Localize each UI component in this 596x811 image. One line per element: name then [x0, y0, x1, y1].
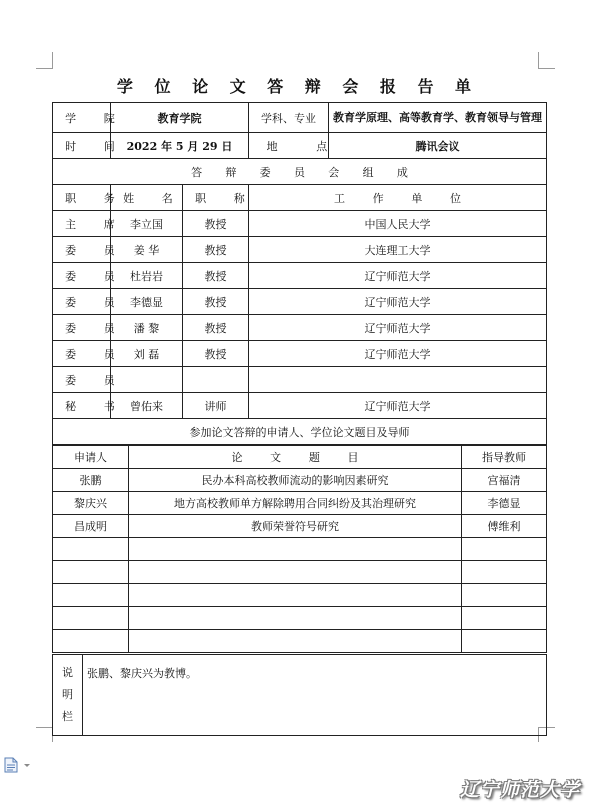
committee-row [53, 393, 547, 419]
applicant-row [53, 515, 547, 538]
advisor-cell [462, 561, 547, 584]
time-label: 时 间 [53, 133, 111, 159]
crop-mark-bottom-left [36, 727, 53, 742]
rank-cell: 教授 [183, 289, 249, 315]
role-cell: 委 员 [53, 367, 111, 393]
rank-cell: 讲师 [183, 393, 249, 419]
column-header: 申请人 [53, 446, 129, 469]
committee-heading: 答 辩 委 员 会 组 成 [53, 159, 547, 185]
committee-row [53, 341, 547, 367]
notes-label [53, 655, 83, 736]
unit-cell: 辽宁师范大学 [249, 341, 547, 367]
name-cell: 杜岩岩 [111, 263, 183, 289]
committee-row [53, 315, 547, 341]
role-cell: 秘 书 [53, 393, 111, 419]
advisor-cell: 傅维利 [462, 515, 547, 538]
crop-mark-top-left [36, 52, 53, 69]
role-cell: 委 员 [53, 289, 111, 315]
applicant-row [53, 584, 547, 607]
role-cell: 委 员 [53, 341, 111, 367]
applicant-cell: 张鹏 [53, 469, 129, 492]
name-cell: 李德显 [111, 289, 183, 315]
column-header: 职 称 [183, 185, 249, 211]
committee-row [53, 237, 547, 263]
column-header: 论 文 题 目 [129, 446, 462, 469]
topic-cell [129, 630, 462, 653]
applicant-row [53, 469, 547, 492]
unit-cell [249, 367, 547, 393]
advisor-cell [462, 538, 547, 561]
rank-cell: 教授 [183, 211, 249, 237]
rank-cell: 教授 [183, 341, 249, 367]
document-icon [4, 757, 34, 773]
applicant-row [53, 492, 547, 515]
name-cell: 刘 磊 [111, 341, 183, 367]
unit-cell: 辽宁师范大学 [249, 315, 547, 341]
rank-cell: 教授 [183, 263, 249, 289]
applicants-table [52, 445, 547, 653]
rank-cell: 教授 [183, 315, 249, 341]
major-label: 学科、专业 [249, 103, 329, 133]
column-header: 工 作 单 位 [249, 185, 547, 211]
unit-cell: 中国人民大学 [249, 211, 547, 237]
applicant-row [53, 607, 547, 630]
role-cell: 委 员 [53, 237, 111, 263]
column-header: 职 务 [53, 185, 111, 211]
topic-cell [129, 584, 462, 607]
college-label: 学 院 [53, 103, 111, 133]
college-value: 教育学院 [111, 103, 249, 133]
advisor-cell [462, 630, 547, 653]
unit-cell: 辽宁师范大学 [249, 393, 547, 419]
time-value: 2022 年 5 月 29 日 [111, 133, 249, 159]
applicant-cell [53, 538, 129, 561]
name-cell: 李立国 [111, 211, 183, 237]
topic-cell [129, 538, 462, 561]
role-cell: 主 席 [53, 211, 111, 237]
topic-cell: 地方高校教师单方解除聘用合同纠纷及其治理研究 [129, 492, 462, 515]
unit-cell: 大连理工大学 [249, 237, 547, 263]
name-cell: 潘 黎 [111, 315, 183, 341]
committee-header-row [53, 185, 547, 211]
notes-text: 张鹏、黎庆兴为教博。 [83, 655, 547, 736]
rank-cell [183, 367, 249, 393]
place-value: 腾讯会议 [329, 133, 547, 159]
topic-cell [129, 561, 462, 584]
committee-row [53, 211, 547, 237]
topic-cell [129, 607, 462, 630]
committee-row [53, 367, 547, 393]
role-cell: 委 员 [53, 315, 111, 341]
university-watermark: 辽宁师范大学 [459, 779, 580, 801]
notes-table [52, 654, 547, 736]
committee-table [52, 102, 547, 445]
crop-mark-top-right [538, 52, 555, 69]
unit-cell: 辽宁师范大学 [249, 263, 547, 289]
applicant-cell: 昌成明 [53, 515, 129, 538]
advisor-cell: 宫福清 [462, 469, 547, 492]
applicant-row [53, 561, 547, 584]
applicant-cell: 黎庆兴 [53, 492, 129, 515]
committee-row [53, 289, 547, 315]
notes-label-text: 说 明 栏 [62, 666, 73, 723]
document-menu[interactable] [4, 757, 34, 777]
major-value: 教育学原理、高等教育学、教育领导与管理 [329, 103, 547, 133]
applicant-row [53, 538, 547, 561]
column-header: 指导教师 [462, 446, 547, 469]
rank-cell: 教授 [183, 237, 249, 263]
committee-row [53, 263, 547, 289]
unit-cell: 辽宁师范大学 [249, 289, 547, 315]
name-cell: 曾佑来 [111, 393, 183, 419]
topic-cell: 教师荣誉符号研究 [129, 515, 462, 538]
chevron-down-icon [24, 764, 30, 767]
name-cell: 姜 华 [111, 237, 183, 263]
applicant-cell [53, 607, 129, 630]
applicant-row [53, 630, 547, 653]
advisor-cell: 李德显 [462, 492, 547, 515]
applicant-cell [53, 561, 129, 584]
topic-cell: 民办本科高校教师流动的影响因素研究 [129, 469, 462, 492]
advisor-cell [462, 584, 547, 607]
applicants-heading: 参加论文答辩的申请人、学位论文题目及导师 [53, 419, 547, 445]
applicant-cell [53, 630, 129, 653]
role-cell: 委 员 [53, 263, 111, 289]
document-title: 学 位 论 文 答 辩 会 报 告 单 [116, 77, 480, 96]
place-label: 地 点 [249, 133, 329, 159]
applicants-header-row [53, 446, 547, 469]
advisor-cell [462, 607, 547, 630]
applicant-cell [53, 584, 129, 607]
column-header: 姓 名 [111, 185, 183, 211]
